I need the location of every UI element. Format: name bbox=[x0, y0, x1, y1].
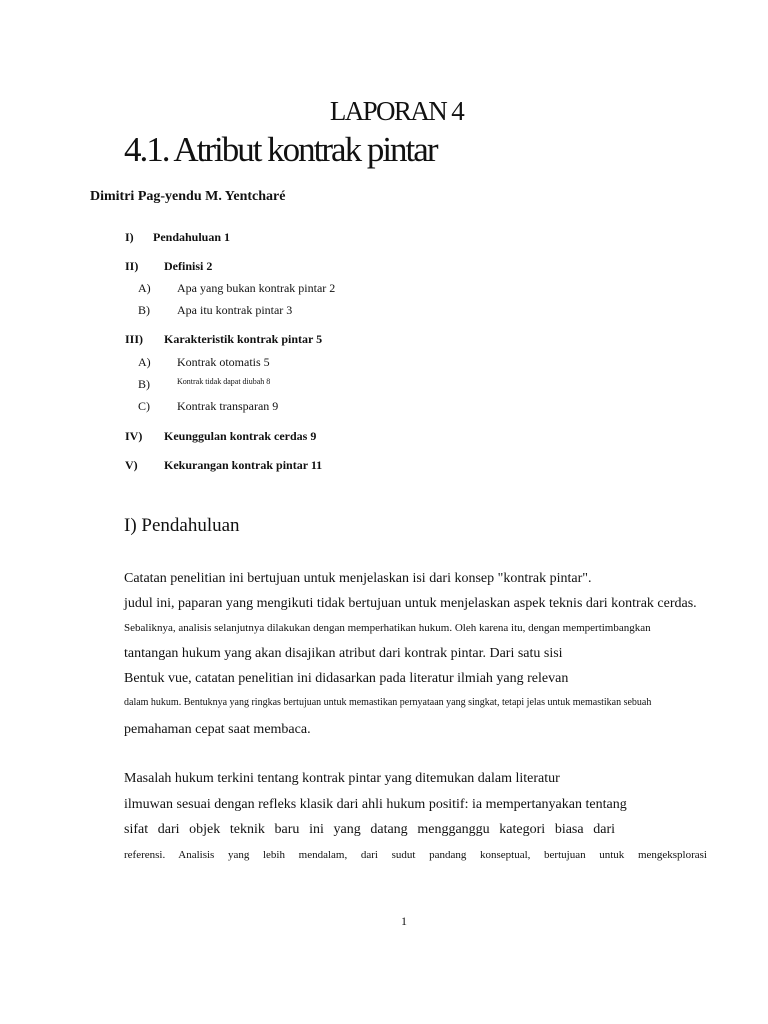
toc-number: I) bbox=[125, 230, 134, 244]
toc-number: II) bbox=[125, 259, 139, 273]
toc-label: Pendahuluan 1 bbox=[153, 230, 231, 244]
paragraph-line: Sebaliknya, analisis selanjutnya dilakukan dengan memperhatikan hukum. Oleh karena itu, dengan mempertimbangkan bbox=[124, 622, 651, 634]
paragraph-line: referensi. Analisis yang lebih mendalam, dari sudut pandang konseptual, bertujuan untuk mengeksplorasi bbox=[124, 849, 707, 861]
section-title: 4.1. Atribut kontrak pintar bbox=[124, 130, 437, 169]
paragraph-line: Bentuk vue, catatan penelitian ini didasarkan pada literatur ilmiah yang relevan bbox=[124, 671, 569, 686]
toc-label: Kontrak tidak dapat diubah 8 bbox=[177, 377, 271, 386]
toc-number: B) bbox=[138, 377, 150, 391]
paragraph-line: judul ini, paparan yang mengikuti tidak bertujuan untuk menjelaskan aspek teknis dari kontrak cerdas. bbox=[124, 596, 697, 611]
toc-label: Apa itu kontrak pintar 3 bbox=[177, 303, 293, 317]
toc-number: III) bbox=[125, 332, 144, 346]
toc-label: Kontrak otomatis 5 bbox=[177, 355, 270, 369]
paragraph-line: dalam hukum. Bentuknya yang ringkas bertujuan untuk memastikan pernyataan yang singkat, tetapi jelas untuk memastikan sebuah bbox=[124, 697, 652, 708]
paragraph-line: Masalah hukum terkini tentang kontrak pintar yang ditemukan dalam literatur bbox=[124, 771, 560, 786]
toc-label: Karakteristik kontrak pintar 5 bbox=[164, 332, 323, 346]
toc-number: B) bbox=[138, 303, 150, 317]
toc-number: A) bbox=[138, 355, 151, 369]
paragraph-line: sifat dari objek teknik baru ini yang datang mengganggu kategori biasa dari bbox=[124, 822, 615, 837]
toc-label: Kontrak transparan 9 bbox=[177, 399, 279, 413]
section-heading: I) Pendahuluan bbox=[124, 515, 240, 536]
paragraph-line: pemahaman cepat saat membaca. bbox=[124, 722, 311, 737]
toc-label: Definisi 2 bbox=[164, 259, 213, 273]
toc-number: IV) bbox=[125, 429, 143, 443]
report-title: LAPORAN 4 bbox=[329, 96, 464, 126]
toc-number: C) bbox=[138, 399, 150, 413]
toc-label: Apa yang bukan kontrak pintar 2 bbox=[177, 281, 336, 295]
paragraph-line: tantangan hukum yang akan disajikan atribut dari kontrak pintar. Dari satu sisi bbox=[124, 646, 563, 661]
author-name: Dimitri Pag-yendu M. Yentcharé bbox=[90, 189, 286, 204]
toc-number: A) bbox=[138, 281, 151, 295]
toc-label: Kekurangan kontrak pintar 11 bbox=[164, 458, 323, 472]
toc-number: V) bbox=[125, 458, 138, 472]
toc-label: Keunggulan kontrak cerdas 9 bbox=[164, 429, 317, 443]
page-number: 1 bbox=[401, 914, 407, 928]
paragraph-line: ilmuwan sesuai dengan refleks klasik dari ahli hukum positif: ia mempertanyakan tentang bbox=[124, 797, 627, 812]
paragraph-line: Catatan penelitian ini bertujuan untuk menjelaskan isi dari konsep "kontrak pintar". bbox=[124, 571, 592, 586]
